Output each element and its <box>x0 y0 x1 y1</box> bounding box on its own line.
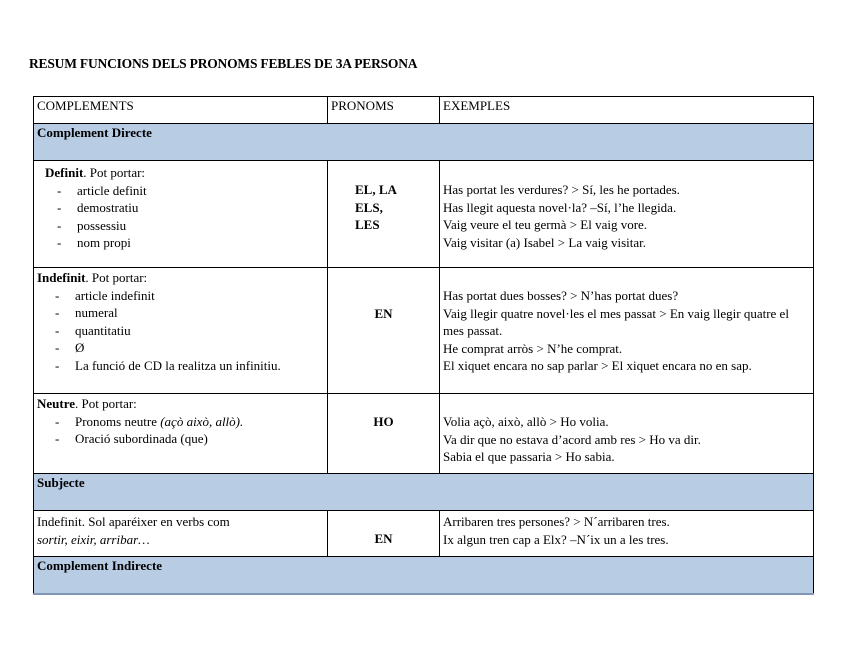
list-item: - Pronoms neutre (açò això, allò). <box>55 413 245 431</box>
section-title: Subjecte <box>34 474 814 511</box>
list-item: - Oració subordinada (que) <box>55 430 324 448</box>
list-item: - article definit <box>57 182 324 200</box>
row-indefinit <box>34 268 814 394</box>
example-line: Volia açò, això, allò > Ho volia. <box>443 414 609 429</box>
section-complement-indirecte <box>34 557 814 595</box>
pronouns-summary-table <box>33 96 814 595</box>
header-complements: COMPLEMENTS <box>34 97 328 124</box>
definit-description: Definit. Pot portar: - article definit - demostratiu - possessiu - nom propi <box>34 161 328 268</box>
example-line: Arribaren tres persones? > N´arribaren tres. <box>443 514 670 529</box>
row-subjecte <box>34 511 814 557</box>
document-title: RESUM FUNCIONS DELS PRONOMS FEBLES DE 3A PERSONA <box>29 56 418 71</box>
definit-pronouns: EL, LA ELS, LES <box>328 161 440 268</box>
example-line: Vaig veure el teu germà > El vaig vore. <box>443 217 648 232</box>
section-title: Complement Directe <box>34 124 814 161</box>
list-item: - possessiu <box>57 217 324 235</box>
list-item: - demostratiu <box>57 199 324 217</box>
section-complement-directe <box>34 124 814 161</box>
neutre-label: Neutre <box>37 396 76 411</box>
neutre-pronoun: HO <box>328 394 440 474</box>
example-line: Vaig llegir quatre novel·les el mes passat > En vaig llegir quatre el mes passat. <box>443 305 789 338</box>
list-item: - Ø <box>55 339 324 357</box>
example-line: Has portat dues bosses? > N’has portat dues? <box>443 288 679 303</box>
list-item: - La funció de CD la realitza un infinitiu. <box>55 357 324 375</box>
row-definit <box>34 161 814 268</box>
example-line: Va dir que no estava d’acord amb res > Ho va dir. <box>443 431 701 447</box>
subjecte-description: Indefinit. Sol aparéixer en verbs com sortir, eixir, arribar… <box>34 511 328 557</box>
indefinit-list <box>37 287 324 375</box>
section-subjecte <box>34 474 814 511</box>
neutre-examples <box>440 394 814 474</box>
example-line: Sabia el que passaria > Ho sabia. <box>443 449 615 464</box>
example-line: Has llegit aquesta novel·la? –Sí, l’he llegida. <box>443 199 677 215</box>
example-line: El xiquet encara no sap parlar > El xiquet encara no en sap. <box>443 358 752 373</box>
indefinit-pronoun: EN <box>328 268 440 394</box>
list-item: - numeral <box>55 304 324 322</box>
header-exemples: EXEMPLES <box>440 97 814 124</box>
indefinit-description: Indefinit. Pot portar: - article indefinit - numeral - quantitatiu - Ø - La funció de CD la realitza un infinitiu. <box>34 268 328 394</box>
list-item: - article indefinit <box>55 287 324 305</box>
example-line: Ix algun tren cap a Elx? –N´ix un a les tres. <box>443 531 669 547</box>
example-line: He comprat arròs > N’he comprat. <box>443 340 623 356</box>
example-line: Has portat les verdures? > Sí, les he portades. <box>443 182 680 197</box>
example-line: Vaig visitar (a) Isabel > La vaig visitar. <box>443 234 646 250</box>
table-header-row <box>34 97 814 124</box>
indefinit-label: Indefinit <box>37 270 86 285</box>
indefinit-examples <box>440 268 814 394</box>
definit-list <box>45 182 324 252</box>
definit-examples <box>440 161 814 268</box>
list-item: - quantitatiu <box>55 322 324 340</box>
section-title: Complement Indirecte <box>34 557 814 595</box>
neutre-description: Neutre. Pot portar: - Pronoms neutre (açò això, allò). - Oració subordinada (que) <box>34 394 328 474</box>
definit-label: Definit <box>45 165 84 180</box>
subjecte-pronoun: EN <box>328 511 440 557</box>
list-item: - nom propi <box>57 234 324 252</box>
subjecte-examples <box>440 511 814 557</box>
header-pronoms: PRONOMS <box>328 97 440 124</box>
row-neutre <box>34 394 814 474</box>
neutre-list <box>37 413 324 448</box>
